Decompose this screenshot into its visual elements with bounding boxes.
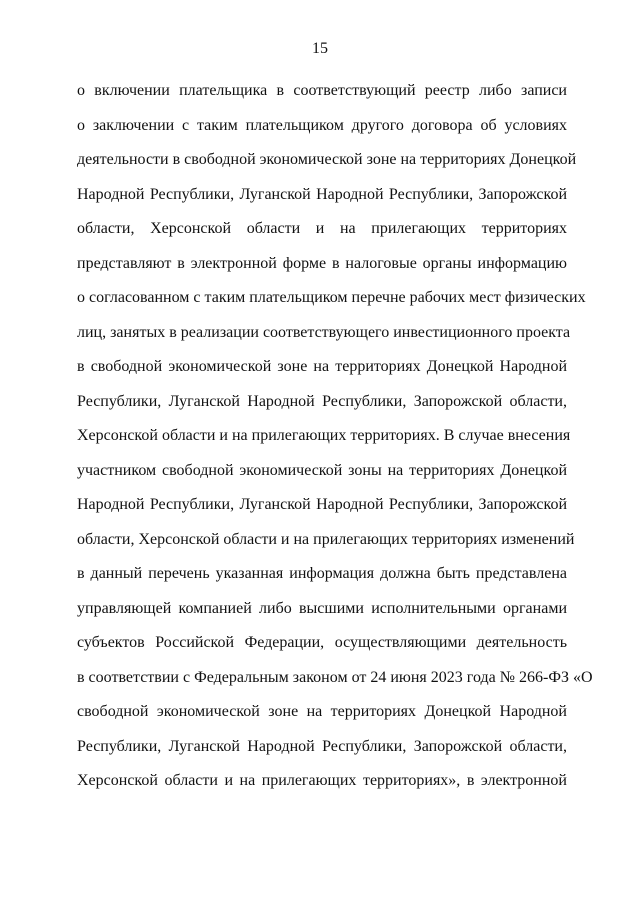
text-line: в данный перечень указанная информация должна быть представлена xyxy=(77,565,567,582)
text-line: о заключении с таким плательщиком другого договора об условиях xyxy=(77,116,567,134)
text-line: Народной Республики, Луганской Народной Республики, Запорожской xyxy=(77,496,567,513)
text-line: о согласованном с таким плательщиком перечне рабочих мест физических xyxy=(77,289,586,306)
text-line: субъектов Российской Федерации, осуществляющими деятельность xyxy=(77,634,567,651)
text-line: Херсонской области и на прилегающих территориях. В случае внесения xyxy=(77,427,571,444)
text-line: участником свободной экономической зоны на территориях Донецкой xyxy=(77,461,567,479)
text-line: области, Херсонской области и на прилегающих территориях xyxy=(77,220,567,237)
text-line: Херсонской области и на прилегающих территориях», в электронной xyxy=(77,772,567,789)
text-line: области, Херсонской области и на прилегающих территориях изменений xyxy=(77,530,575,548)
text-line: Республики, Луганской Народной Республики, Запорожской области, xyxy=(77,392,567,410)
text-line: Республики, Луганской Народной Республики, Запорожской области, xyxy=(77,737,567,755)
text-line: лиц, занятых в реализации соответствующего инвестиционного проекта xyxy=(77,323,571,341)
text-line: управляющей компанией либо высшими исполнительными органами xyxy=(77,599,567,617)
text-line: деятельности в свободной экономической зоне на территориях Донецкой xyxy=(77,151,577,168)
text-line: о включении плательщика в соответствующий реестр либо записи xyxy=(77,82,567,99)
body-text xyxy=(77,74,593,799)
text-line: Народной Республики, Луганской Народной Республики, Запорожской xyxy=(77,185,567,203)
text-line: в соответствии с Федеральным законом от 24 июня 2023 года № 266-ФЗ «О xyxy=(77,668,593,686)
text-line: свободной экономической зоне на территориях Донецкой Народной xyxy=(77,703,567,720)
page-number: 15 xyxy=(312,40,328,57)
text-line: представляют в электронной форме в налоговые органы информацию xyxy=(77,254,567,272)
text-line: в свободной экономической зоне на территориях Донецкой Народной xyxy=(77,358,567,375)
